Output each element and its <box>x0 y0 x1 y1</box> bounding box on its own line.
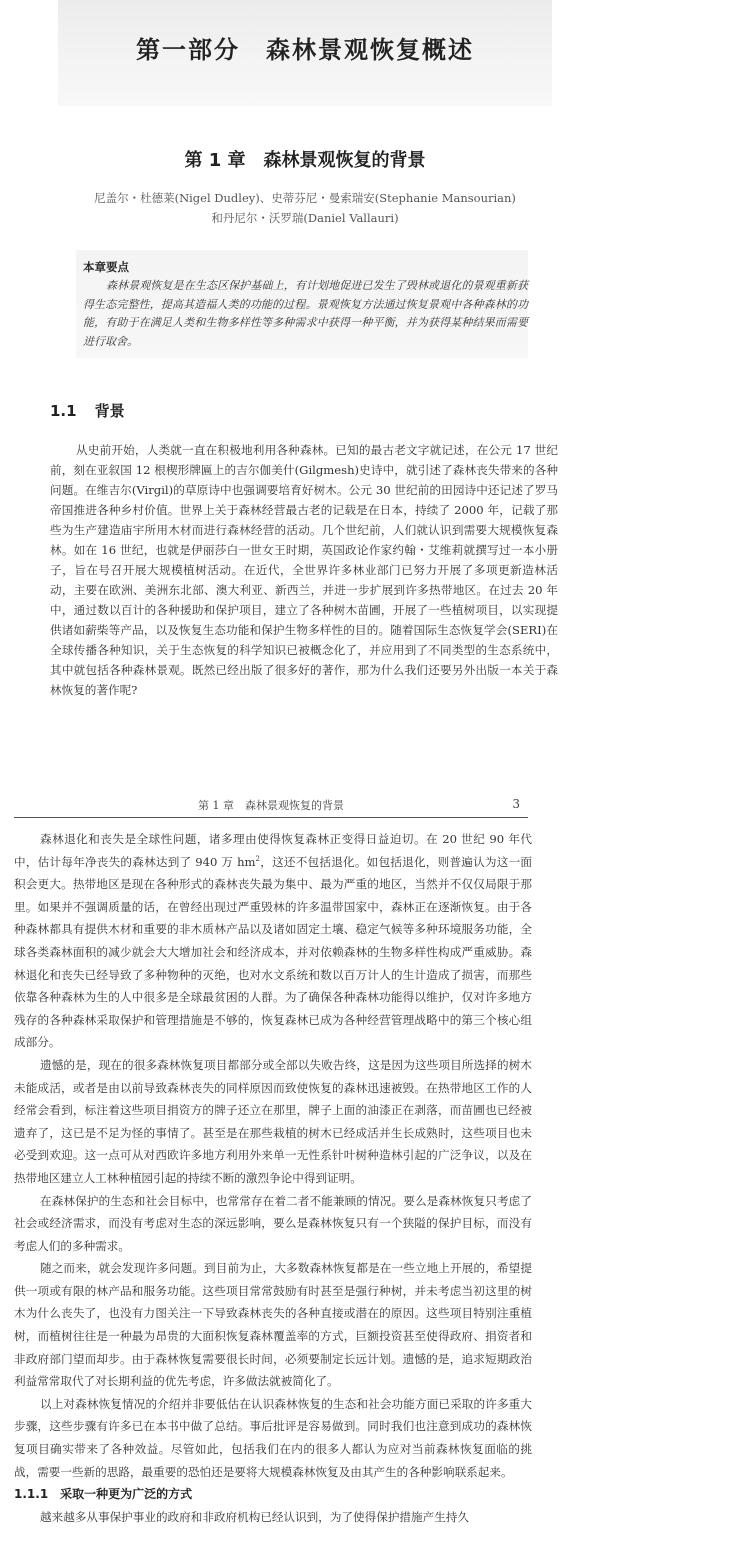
paragraph-1 <box>14 828 532 1054</box>
running-head-title: 第 1 章 森林景观恢复的背景 <box>198 799 344 812</box>
authors <box>58 188 552 228</box>
authors-line-2: 和丹尼尔・沃罗瑞(Daniel Vallauri) <box>211 211 399 225</box>
page-2-body <box>14 828 532 1528</box>
background-paragraph: 从史前开始，人类就一直在积极地利用各种森林。已知的最古老文字就记述，在公元 17 世纪前，刻在亚叙国 12 根楔形牌匾上的吉尔伽美什(Gilgmesh)史诗中，就引述了森林丧失带来的各种问题。在维吉尔(Virgil)的草原诗中也强调要培育好树木。公元 30 世纪前的田园诗中还记述了罗马帝国推进各种乡村价值。世界上关于森林经营最古老的记载是在日本，持续了 2000 年，记载了那些为生产建造庙宇所用木材而进行森林经营的活动。几个世纪前，人们就认识到需要大规模恢复森林。如在 16 世纪，也就是伊丽莎白一世女王时期，英国政论作家约翰・艾维莉就撰写过一本小册子，旨在号召开展大规模植树活动。在近代，全世界许多林业部门已努力开展了多项更新造林活动，主要在欧洲、美洲东北部、澳大利亚、新西兰，并进一步扩展到许多热带地区。在过去 20 年中，通过数以百计的各种援助和保护项目，建立了各种树木苗圃，开展了一些植树项目，以实现提供诸如薪柴等产品，以及恢复生态功能和保护生物多样性的目的。随着国际生态恢复学会(SERI)在全球传播各种知识，关于生态恢复的科学知识已被概念化了，并应用到了不同类型的生态系统中，其中就包括各种森林景观。既然已经出版了很多好的著作，那为什么我们还要另外出版一本关于森林恢复的著作呢? <box>50 443 558 697</box>
section-number: 1.1 <box>50 402 77 420</box>
paragraph-2: 遗憾的是，现在的很多森林恢复项目都部分或全部以失败告终，这是因为这些项目所选择的树木未能成活，或者是由以前导致森林丧失的同样原因而致使恢复的森林迅速被毁。在热带地区工作的人经常会看到，标注着这些项目捐资方的牌子还立在那里，牌子上面的油漆正在剥落，而苗圃也已经被遗弃了，这已是不足为怪的事情了。甚至是在那些栽植的树木已经成活并生长成熟时，这些项目也未必受到欢迎。这一点可从对西欧许多地方利用外来单一无性系针叶树种造林引起的广泛争议，以及在热带地区建立人工林种植园引起的持续不断的激烈争论中得到证明。 <box>14 1057 532 1185</box>
authors-line-1: 尼盖尔・杜德莱(Nigel Dudley)、史蒂芬尼・曼索瑞安(Stephanie Mansourian) <box>94 191 516 205</box>
superscript: 2 <box>255 854 261 863</box>
subsection-heading <box>14 1483 532 1506</box>
paragraph-4: 随之而来，就会发现许多问题。到目前为止，大多数森林恢复都是在一些立地上开展的，希望提供一项或有限的林产品和服务功能。这些项目常常鼓励有时甚至是强行种树，并未考虑当初这里的树木为什么丧失了，也没有力图关注一下导致森林丧失的各种直接或潜在的原因。这些项目特别注重植树，而植树往往是一种最为昂贵的大面积恢复森林覆盖率的方式，巨额投资甚至使得政府、捐资者和非政府部门望而却步。由于森林恢复需要很长时间，必须要制定长远计划。遗憾的是，追求短期政治利益常常取代了对长期利益的优先考虑，许多做法就被简化了。 <box>14 1261 532 1389</box>
page-number: 3 <box>512 797 520 811</box>
part-title: 第一部分 森林景观恢复概述 <box>136 36 474 64</box>
paragraph-5: 以上对森林恢复情况的介绍并非要低估在认识森林恢复的生态和社会功能方面已采取的许多重大步骤，这些步骤有许多已在本书中做了总结。事后批评是容易做到。同时我们也注意到成功的森林恢复项目确实带来了各种效益。尽管如此，包括我们在内的很多人都认为应对当前森林恢复面临的挑战，需要一些新的思路，最重要的恐怕还是要将大规模森林恢复及由其产生的各种影响联系起来。 <box>14 1396 532 1479</box>
chapter-title: 第 1 章 森林景观恢复的背景 <box>184 150 426 171</box>
key-points-text: 森林景观恢复是在生态区保护基础上，有计划地促进已发生了毁林或退化的景观重新获得生态完整性，提高其造福人类的功能的过程。景观恢复方法通过恢复景观中各种森林的功能，有助于在满足人类和生物多样性等多种需求中获得一种平衡，并为获得某种结果而需要进行取舍。 <box>83 279 528 348</box>
paragraph-6: 越来越多从事保护事业的政府和非政府机构已经认识到，为了使得保护措施产生持久 <box>40 1509 469 1524</box>
key-points-heading: 本章要点 <box>83 260 129 274</box>
paragraph-1-text-b: ，这还不包括退化。如包括退化，则普遍认为这一面积会更大。热带地区是现在各种形式的森林丧失最为集中、最为严重的地区，当然并不仅仅局限于那里。如果并不强调质量的话，在曾经出现过严重毁林的许多温带国家中，森林正在逐渐恢复。由于各种森林都具有提供木材和重要的非木质林产品以及诸如固定土壤、稳定气候等多种环境服务功能，全球各类森林面积的减少就会大大增加社会和经济成本，并对依赖森林的生物多样性构成严重威胁。森林退化和丧失已经导致了多种物种的灭绝，也对水文系统和数以百万计人的生计造成了损害，而那些依靠各种森林为生的人中很多是全球最贫困的人群。为了确保各种森林功能得以维护，仅对许多地方残存的各种森林采取保护和管理措施是不够的，恢复森林已成为各种经营管理战略中的第三个核心组成部分。 <box>14 854 532 1050</box>
running-head <box>14 797 528 818</box>
section-title: 背景 <box>94 402 125 420</box>
paragraph-3: 在森林保护的生态和社会目标中，也常常存在着二者不能兼顾的情况。要么是森林恢复只考虑了社会或经济需求，而没有考虑对生态的深远影响，要么是森林恢复只有一个狭隘的保护目标，而没有考虑人们的多种需求。 <box>14 1193 532 1253</box>
section-heading <box>50 400 125 421</box>
paragraph-1-text-a: 森林退化和丧失是全球性问题，诸多理由使得恢复森林正变得日益迫切。在 20 世纪 90 年代中，估计每年净丧失的森林达到了 940 万 hm <box>14 832 532 869</box>
subsection-title: 采取一种更为广泛的方式 <box>60 1487 193 1502</box>
subsection-number: 1.1.1 <box>14 1487 49 1502</box>
